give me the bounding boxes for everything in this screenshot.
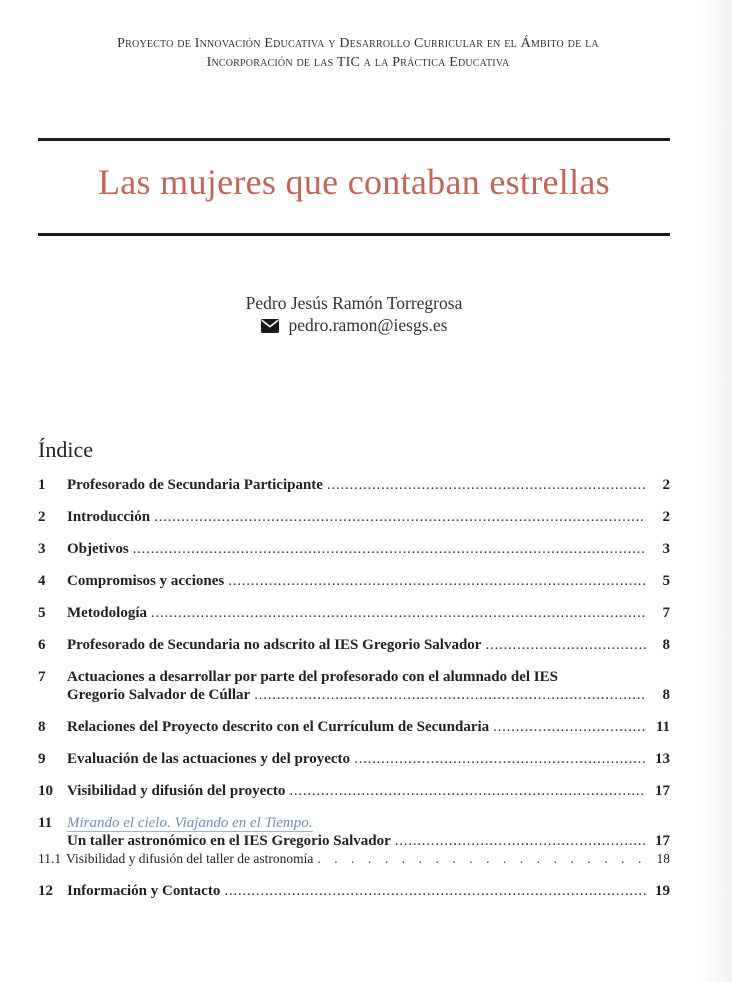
toc-leader-dots (289, 782, 646, 800)
toc-entry-title[interactable]: Objetivos (67, 541, 129, 557)
toc-entry-number: 2 (38, 509, 46, 525)
author-email[interactable]: pedro.ramon@iesgs.es (288, 315, 448, 335)
toc-entry-title[interactable]: Información y Contacto (67, 883, 221, 899)
toc-leader-dots (395, 832, 646, 850)
toc-entry-page[interactable]: 7 (662, 605, 670, 621)
toc-leader-dots (151, 604, 646, 622)
toc-entry-title[interactable]: Profesorado de Secundaria Participante (67, 477, 323, 493)
toc-leader-dots (317, 850, 646, 868)
toc-entry-number: 12 (38, 883, 53, 899)
toc-entry-title-line-1[interactable]: Actuaciones a desarrollar por parte del profesorado con el alumnado del IES (67, 669, 558, 685)
toc-entry-title-link[interactable]: Mirando el cielo. Viajando en el Tiempo. (67, 815, 313, 831)
toc-entry-title[interactable]: Relaciones del Proyecto descrito con el Currículum de Secundaria (67, 719, 490, 735)
toc-entry-title[interactable]: Introducción (67, 509, 151, 525)
toc-entry-page[interactable]: 2 (662, 509, 670, 525)
toc-entry-page[interactable]: 8 (662, 687, 670, 703)
toc-entry-page[interactable]: 17 (655, 833, 670, 849)
toc-entry-page[interactable]: 17 (655, 783, 670, 799)
header-line-2: Incorporación de las TIC a la Práctica Educativa (206, 55, 510, 70)
toc-entry-title-line-2[interactable]: Un taller astronómico en el IES Gregorio Salvador (67, 833, 391, 849)
toc-entry-page[interactable]: 8 (662, 637, 670, 653)
header-line-1: Proyecto de Innovación Educativa y Desarrollo Curricular en el Ámbito de la (117, 36, 599, 51)
document-title: Las mujeres que contaban estrellas (97, 162, 610, 202)
title-bottom-rule (38, 233, 670, 236)
toc-entry-number: 5 (38, 605, 46, 621)
toc-entry-title[interactable]: Evaluación de las actuaciones y del proyecto (67, 751, 351, 767)
toc-entry-page[interactable]: 18 (656, 851, 670, 866)
toc-entry-number: 9 (38, 751, 46, 767)
toc-entry-number: 10 (38, 783, 53, 799)
toc-entry-number: 11 (38, 815, 53, 831)
toc-leader-dots (254, 686, 646, 704)
toc-entry-page[interactable]: 13 (655, 751, 670, 767)
toc-entry-title[interactable]: Visibilidad y difusión del proyecto (67, 783, 286, 799)
toc-leader-dots (228, 572, 646, 590)
toc-entry-title[interactable]: Compromisos y acciones (67, 573, 225, 589)
envelope-icon (261, 319, 279, 333)
toc-leader-dots (133, 540, 646, 558)
toc-heading: Índice (38, 437, 93, 462)
toc-entry-page[interactable]: 11 (655, 719, 670, 735)
toc-entry-title[interactable]: Visibilidad y difusión del taller de astronomía (66, 851, 314, 866)
toc-leader-dots (485, 636, 646, 654)
toc-entry-number: 7 (38, 669, 46, 685)
toc-entry-number: 6 (38, 637, 46, 653)
toc-entry-page[interactable]: 5 (662, 573, 670, 589)
author-name: Pedro Jesús Ramón Torregrosa (245, 293, 463, 313)
toc-entry-page[interactable]: 2 (662, 477, 670, 493)
toc-entry-number: 3 (38, 541, 46, 557)
toc-entry-title[interactable]: Metodología (67, 605, 147, 621)
toc-leader-dots (327, 476, 646, 494)
toc-leader-dots (354, 750, 646, 768)
author-email-line (38, 314, 670, 336)
project-header (38, 34, 678, 72)
toc-entry-page[interactable]: 19 (655, 883, 670, 899)
toc-leader-dots (224, 882, 646, 900)
toc-entry-page[interactable]: 3 (662, 541, 670, 557)
toc-entry-title-line-2[interactable]: Gregorio Salvador de Cúllar (67, 687, 251, 703)
title-top-rule (38, 138, 670, 141)
toc-entry-title[interactable]: Profesorado de Secundaria no adscrito al IES Gregorio Salvador (67, 637, 482, 653)
toc-leader-dots (154, 508, 646, 526)
toc-leader-dots (493, 718, 646, 736)
toc-entry-number: 8 (38, 719, 46, 735)
toc-entry-number: 4 (38, 573, 46, 589)
toc-entry-number: 11.1 (38, 851, 62, 866)
toc-entry-number: 1 (38, 477, 46, 493)
